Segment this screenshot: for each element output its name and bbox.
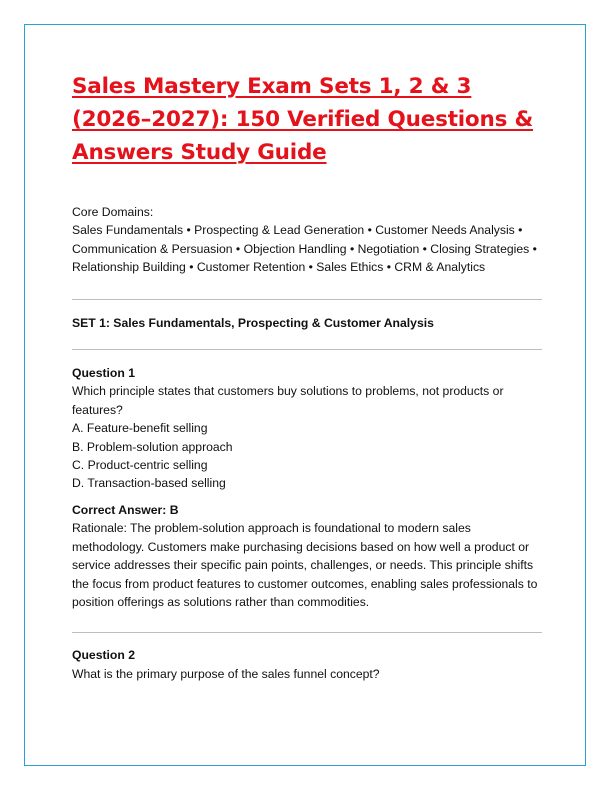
section-divider <box>72 349 542 350</box>
core-domains-block <box>72 203 542 277</box>
question-title: Question 1 <box>72 366 135 381</box>
core-domains-list: Sales Fundamentals • Prospecting & Lead Generation • Customer Needs Analysis • Communication & Persuasion • Objection Handling • Negotiation • Closing Strategies • Relationship Building • Customer Retention • Sales Ethics • CRM & Analytics <box>72 223 537 275</box>
answer-option-d: D. Transaction-based selling <box>72 476 226 491</box>
section-divider <box>72 299 542 300</box>
core-domains-label: Core Domains: <box>72 205 154 219</box>
document-content <box>72 70 542 683</box>
answer-option-c: C. Product-centric selling <box>72 458 208 473</box>
answer-option-a: A. Feature-benefit selling <box>72 421 208 436</box>
question-text: What is the primary purpose of the sales funnel concept? <box>72 666 380 681</box>
question-2 <box>72 646 542 683</box>
correct-answer-label: Correct Answer: B <box>72 502 179 517</box>
rationale-text: Rationale: The problem-solution approach is foundational to modern sales methodology. Customers make purchasing decisions based on how well a product or service addresses their specific pain points, challenges, or needs. This principle shifts the focus from product features to customer outcomes, enabling sales professionals to position offerings as solutions rather than commodities. <box>72 521 538 609</box>
section-divider <box>72 632 542 633</box>
question-1 <box>72 364 542 611</box>
question-text: Which principle states that customers buy solutions to problems, not products or features? <box>72 384 504 417</box>
question-title: Question 2 <box>72 648 135 663</box>
document-title: Sales Mastery Exam Sets 1, 2 & 3 (2026–2027): 150 Verified Questions & Answers Study Guide <box>72 74 534 165</box>
answer-option-b: B. Problem-solution approach <box>72 439 233 454</box>
set-heading: SET 1: Sales Fundamentals, Prospecting & Customer Analysis <box>72 315 434 330</box>
